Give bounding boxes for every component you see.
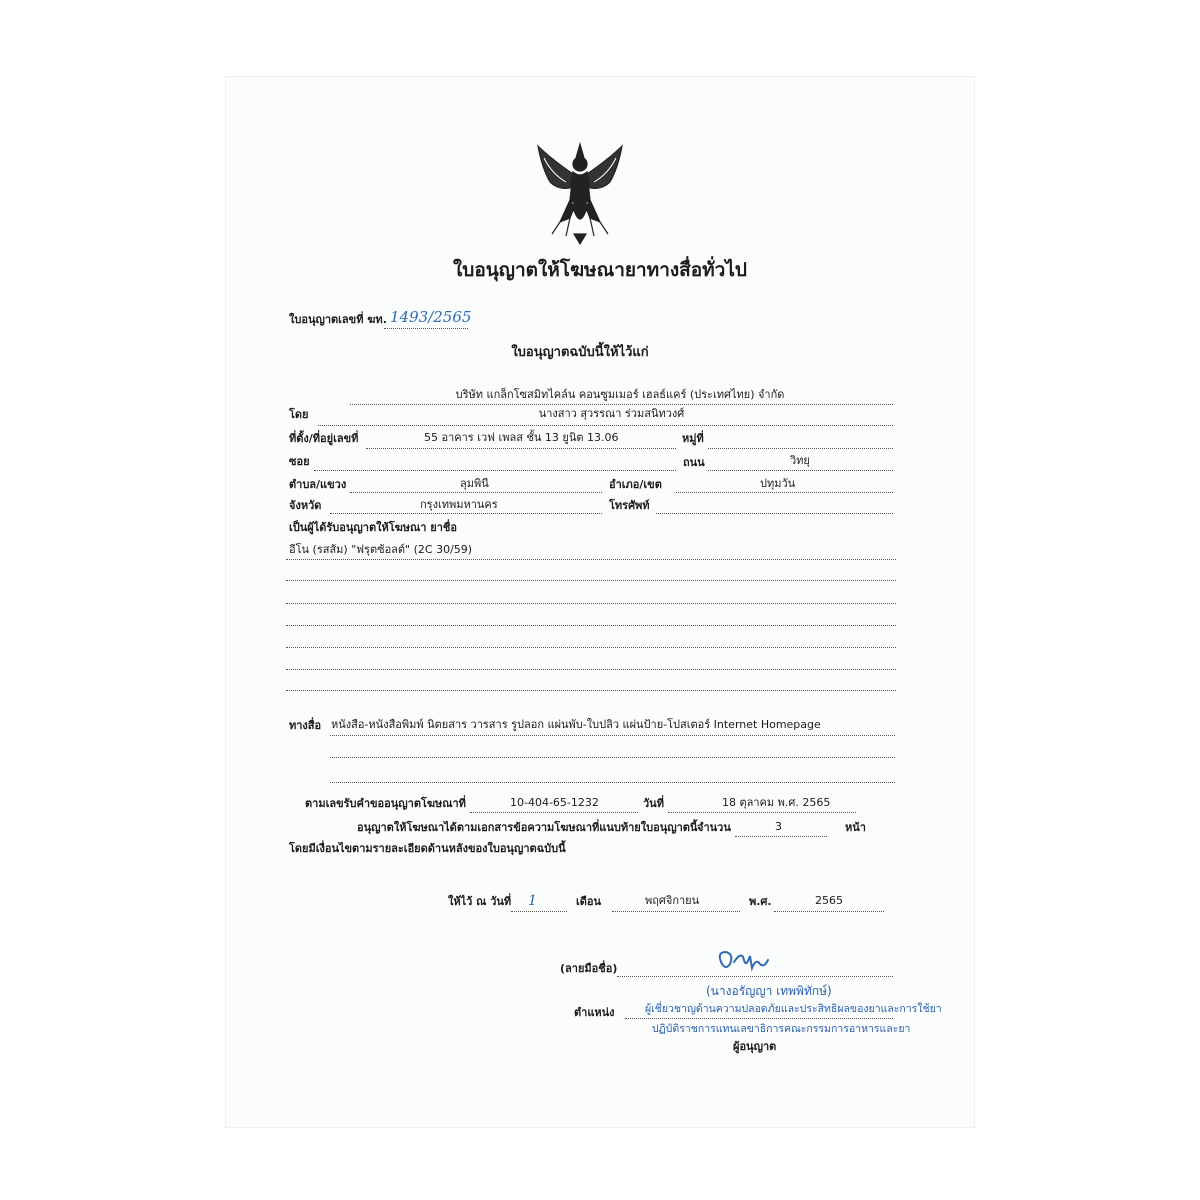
position-label: ตำแหน่ง — [574, 1006, 615, 1019]
soi-line — [314, 470, 676, 471]
granted-to-heading: ใบอนุญาตฉบับนี้ให้ไว้แก่ — [511, 345, 649, 360]
page-title: ใบอนุญาตให้โฆษณายาทางสื่อทั่วไป — [453, 259, 747, 281]
condition-text: โดยมีเงื่อนไขตามรายละเอียดด้านหลังของใบอนุญาตฉบับนี้ — [289, 842, 566, 855]
licensor-label: ผู้อนุญาต — [733, 1040, 777, 1053]
position-line-rule — [625, 1018, 893, 1019]
request-date-line — [668, 812, 856, 813]
request-date-label: วันที่ — [643, 797, 664, 810]
address-value: 55 อาคาร เวฟ เพลส ชั้น 13 ยูนิต 13.06 — [424, 431, 619, 444]
issued-month: พฤศจิกายน — [645, 894, 700, 907]
position-line-2: ปฏิบัติราชการแทนเลขาธิการคณะกรรมการอาหารและยา — [652, 1023, 911, 1035]
signer-name: (นางอรัญญา เทพพิทักษ์) — [706, 984, 832, 998]
request-no-line — [470, 812, 638, 813]
road-label: ถนน — [683, 456, 705, 469]
license-no-label: ใบอนุญาตเลขที่ ฆท. — [289, 313, 387, 326]
license-no-value: 1493/2565 — [390, 308, 472, 326]
amount-label: จำนวน — [697, 821, 731, 834]
request-label: ตามเลขรับคำขออนุญาตโฆษณาที่ — [305, 797, 466, 810]
drug-line-2 — [286, 580, 896, 581]
issued-month-line — [612, 911, 740, 912]
permit-text: อนุญาตให้โฆษณาได้ตามเอกสารข้อความโฆษณาที่แนบท้ายใบอนุญาตนี้ — [357, 821, 698, 834]
drug-name: อีโน (รสส้ม) "ฟรุตซ้อลต์" (2C 30/59) — [289, 543, 473, 556]
media-line-1 — [330, 735, 895, 736]
drug-line-7 — [286, 690, 896, 691]
year-label: พ.ศ. — [749, 895, 772, 908]
district-value: ปทุมวัน — [760, 477, 796, 490]
phone-line — [656, 513, 893, 514]
address-line — [366, 448, 676, 449]
drug-line-6 — [286, 669, 896, 670]
soi-label: ซอย — [289, 455, 310, 468]
drug-line-5 — [286, 647, 896, 648]
position-line-1: ผู้เชี่ยวชาญด้านความปลอดภัยและประสิทธิผลของยาและการใช้ยา — [645, 1003, 942, 1015]
signature-label: (ลายมือชื่อ) — [560, 962, 618, 975]
drug-line-4 — [286, 625, 896, 626]
media-line-3 — [330, 782, 895, 783]
road-line — [708, 470, 893, 471]
garuda-emblem-icon — [530, 138, 630, 246]
issued-day-line — [511, 911, 567, 912]
drug-label: เป็นผู้ได้รับอนุญาตให้โฆษณา ยาชื่อ — [289, 521, 457, 534]
handwritten-signature — [712, 944, 772, 976]
signature-line — [617, 976, 893, 977]
drug-line-1 — [286, 559, 896, 560]
by-name: นางสาว สุวรรณา ร่วมสนิทวงศ์ — [538, 407, 685, 420]
moo-label: หมู่ที่ — [682, 432, 704, 445]
province-value: กรุงเทพมหานคร — [420, 498, 498, 511]
province-line — [330, 513, 602, 514]
request-no: 10-404-65-1232 — [510, 796, 599, 809]
subdistrict-value: ลุมพินี — [460, 477, 489, 490]
subdistrict-line — [350, 492, 602, 493]
issued-day: 1 — [528, 893, 537, 909]
page-unit: หน้า — [845, 821, 866, 834]
license-no-line — [384, 328, 468, 329]
drug-line-3 — [286, 603, 896, 604]
issued-year-line — [774, 911, 884, 912]
issued-label: ให้ไว้ ณ วันที่ — [448, 895, 512, 908]
province-label: จังหวัด — [289, 499, 322, 512]
by-label: โดย — [289, 408, 309, 421]
pages-value: 3 — [775, 820, 782, 833]
month-label: เดือน — [576, 895, 602, 908]
by-line — [318, 425, 893, 426]
district-label: อำเภอ/เขต — [609, 478, 662, 491]
district-line — [676, 492, 893, 493]
pages-line — [735, 836, 827, 837]
moo-line — [708, 448, 893, 449]
media-value: หนังสือ-หนังสือพิมพ์ นิตยสาร วารสาร รูปลอก แผ่นพับ-ใบปลิว แผ่นป้าย-โปสเตอร์ Internet Homepage — [331, 718, 821, 731]
subdistrict-label: ตำบล/แขวง — [289, 478, 347, 491]
address-label: ที่ตั้ง/ที่อยู่เลขที่ — [289, 432, 359, 445]
road-value: วิทยุ — [790, 454, 810, 467]
issued-year: 2565 — [815, 894, 843, 907]
media-line-2 — [330, 757, 895, 758]
phone-label: โทรศัพท์ — [609, 499, 650, 512]
request-date: 18 ตุลาคม พ.ศ. 2565 — [722, 796, 831, 809]
company-line — [350, 404, 893, 405]
company-name: บริษัท แกล็กโซสมิทไคล์น คอนซูมเมอร์ เฮลธ์แคร์ (ประเทศไทย) จำกัด — [455, 388, 785, 401]
media-label: ทางสื่อ — [289, 719, 322, 732]
